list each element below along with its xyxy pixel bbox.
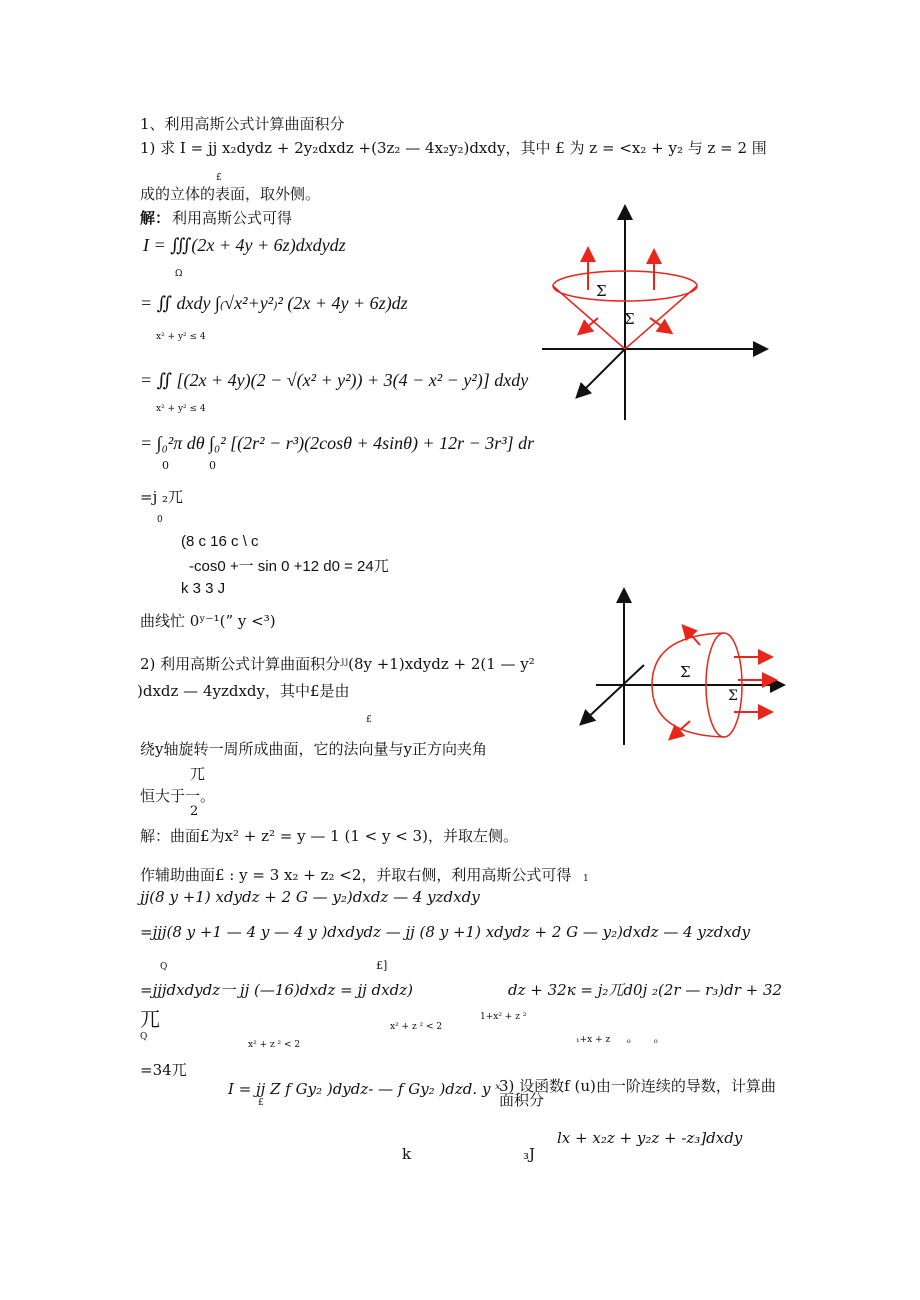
problem2-statement-a: 2) 利用高斯公式计算曲面积分ʲʲ(8y +1)xdydz + 2(1 — y² [140,655,535,673]
problem3-k-mark: k [402,1145,412,1163]
x-axis [578,349,625,396]
curve-line: 曲线忙 0ʸ⁻¹(” y <³) [140,612,276,630]
problem2-eq3-sub-6: ₀ [654,1036,658,1046]
problem1-statement: 1) 求 I = jj x₂dydz + 2y₂dxdz +(3z₂ — 4x₂y₂)dxdy，其中 £ 为 z = <x₂ + y₂ 与 z = 2 围 [140,139,767,157]
solution-intro: 利用高斯公式可得 [172,209,293,227]
problem2-eq3-b: dz + 32к = j₂兀d0j ₂(2r — r₃)dr + 32 [508,981,783,999]
problem2-statement-d: 恒大于一。 [140,787,216,805]
normal-arrow-3 [580,318,598,333]
sigma-label-surface: Σ [680,663,691,681]
equation-4-limit-b: 0 [209,459,216,472]
normal-arrow-b [671,721,690,738]
problem3-formula-sub: £ [258,1098,264,1108]
problem2-statement-c: 绕y轴旋转一周所成曲面，它的法向量与y正方向夹角 [140,740,487,758]
problem2-sub-mark: £ [366,715,372,725]
equation-1-sub: Ω [175,269,183,279]
problem1-statement-cont: 成的立体的表面，取外侧。 [140,185,321,203]
problem3-statement-b: 面积分 [499,1091,545,1109]
sigma-label-outer: Σ [596,282,607,300]
problem2-eq3-a: =jjjdxdydz一 jj (—16)dxdz = jj dxdz) [140,981,413,999]
fraction-bottom: 2 [190,804,199,819]
problem2-eq3-c: 兀 [140,1007,160,1031]
problem2-statement-b: )dxdz — 4yzdxdy，其中£是由 [137,682,350,700]
problem3-statement-a: 3) 设函数f (u)由一阶连续的导数，计算曲 [499,1077,776,1095]
sigma-label-cap: Σ [728,688,738,704]
problem2-eq3-sub-3: x² + z ² < 2 [248,1040,301,1050]
fraction-top: 兀 [190,765,206,783]
problem3-formula2: lx + x₂z + y₂z + -z₃]dxdy [557,1129,743,1147]
problem2-eq3-sub-2: 1+x² + z ² [480,1012,527,1022]
equation-4: = ∫₀²π dθ ∫₀² [(2r² − r³)(2cosθ + 4sinθ) + 12r − 3r³] dr [140,433,535,453]
auxiliary-surface: 作辅助曲面£ : y = 3 x₂ + z₂ <2，并取右侧，利用高斯公式可得 [140,866,572,884]
problem2-result: =34兀 [140,1061,187,1079]
equation-3-sub: x² + y² ≤ 4 [156,404,206,414]
problem2-eq2: =jjj(8 y +1 — 4 y — 4 y )dxdydz — jj (8 y +1) xdydz + 2 G — y₂)dxdz — 4 yzdxdy [140,923,750,941]
problem2-eq2-sub-right: £] [376,959,388,972]
solution-label: 解： [140,209,171,227]
problem2-solution: 解：曲面£为x² + z² = y — 1 (1 < y < 3)，并取左侧。 [140,827,518,845]
equation-2: = ∬ dxdy ∫₍√x²+y²₎² (2x + 4y + 6z)dz [140,293,408,313]
problem2-eq3-sub-1: x² + z ² < 2 [390,1022,443,1032]
equation-6-mid: -cos0 +一 sin 0 +12 d0 = 24兀 [189,558,389,575]
equation-3: = ∬ [(2x + 4y)(2 − √(x² + y²)) + 3(4 − x² − y²)] dxdy [140,370,529,390]
equation-4-limit-a: 0 [162,459,169,472]
problem2-eq3-sub-5: ₀ [627,1036,631,1046]
equation-6-top: (8 c 16 c \ c [181,533,259,550]
figure-cone [530,200,775,425]
problem2-eq2-sub-left: Q [160,962,168,972]
depth-axis [582,665,644,723]
equation-6-bot: k 3 3 J [181,580,226,597]
problem2-eq1: jj(8 y +1) xdydz + 2 G — y₂)dxdz — 4 yzdxdy [140,888,480,906]
equation-5-sub: 0 [157,515,163,525]
problem2-eq3-sub-q: Q [140,1032,148,1042]
problem3-formula: I = jj Z f Gy₂ )dydz- — f Gy₂ )dzd. y ˣ [228,1080,501,1098]
problem1-heading: 1、利用高斯公式计算曲面积分 [140,115,345,133]
sigma-label-inner: Σ [624,310,635,328]
equation-1: I = ∭(2x + 4y + 6z)dxdydz [143,235,346,255]
figure-paraboloid [572,585,787,755]
equation-2-sub: x² + y² ≤ 4 [156,332,206,342]
auxiliary-mark: 1 [583,874,589,884]
problem2-eq3-sub-4: ₁+x + z [576,1035,611,1045]
problem3-j-mark: ₃J [523,1145,536,1163]
problem1-sub-mark: £ [216,173,222,183]
equation-5: =j ₂兀 [140,488,184,506]
